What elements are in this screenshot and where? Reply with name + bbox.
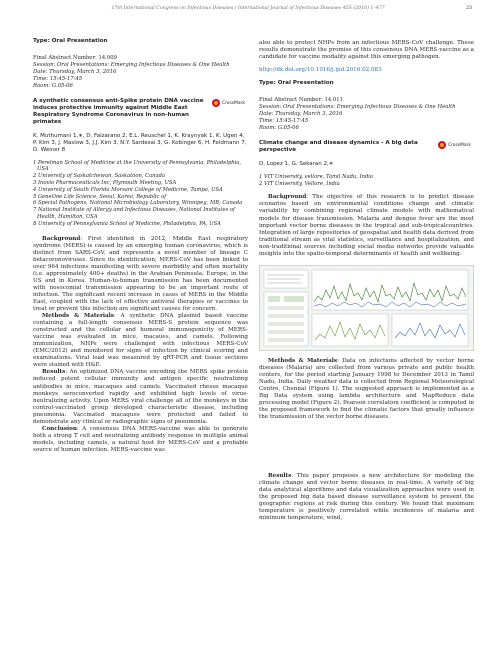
- results-paragraph: [259, 473, 474, 522]
- date: Date: Thursday, March 3, 2016: [33, 68, 117, 75]
- session: Session: Oral Presentations: Emerging Infectious Diseases & One Health: [33, 61, 230, 68]
- affiliations: [259, 174, 474, 188]
- author-list: D. Lopez 1, G. Sekaran 2,∗: [259, 160, 334, 167]
- presentation-type: Type: Oral Presentation: [33, 38, 108, 44]
- session: Session: Oral Presentations: Emerging Infectious Diseases & One Health: [259, 104, 456, 111]
- affiliations: [33, 160, 248, 228]
- title-text: A synthetic consensus anti-Spike protein DNA vaccine induces protective immunity against Middle East Respiratory Syndrome Coronavirus in non-human primates: [33, 97, 204, 125]
- journal-citation: 17th International Congress on Infectious Diseases / International Journal of Infectious Diseases 45S (2016) 1–477: [111, 6, 385, 11]
- affiliation: 5 GeneOne Life Science, Seoul, Korea, Republic of: [33, 193, 167, 200]
- abstract-title: [33, 98, 248, 126]
- crossmark-label: CrossMark: [448, 142, 471, 148]
- time: Time: 15:45-17:45: [33, 75, 83, 82]
- background-text: : First identified in 2012, Middle East respiratory syndrome (MERS) is caused by an emerging human coronavirus, which is distinct from SARS-CoV, and represents a novel member of lineage C betacoronoviruses. Since its identification, MERS-CoV has been linked to over 964 infections manifesting with severe morbidity and often mortality (i.e. approximately 400+ deaths) in the Arabian Peninsula, Europe, in the US and in Korea. Human-to-human transmission has been documented with nosocomial transmission appearing to be an important route of infection. The significant recent increase in cases of MERS in the Middle East, coupled with the lack of effective antiviral therapies or vaccines to treat or prevent this infection are significant causes for concern.: [33, 235, 248, 313]
- crossmark-label: CrossMark: [222, 100, 245, 106]
- results-paragraph: [33, 369, 248, 425]
- room: Room: G.05-06: [33, 82, 73, 89]
- date: Date: Thursday, March 3, 2016: [259, 111, 343, 118]
- abstract-title: [259, 140, 474, 154]
- figure-gap: [259, 421, 474, 473]
- abstract-meta: [33, 55, 248, 90]
- results-label: Results: [268, 473, 292, 480]
- background-label: Background: [268, 194, 307, 201]
- affiliation: 8 University of Pennsylvania School of Medicine, Philadelphia, PA, USA: [33, 220, 221, 227]
- crossmark-badge[interactable]: [438, 140, 474, 151]
- conclusion-text: : A consensus DNA MERS-vaccine was able to generate both a strong T cell and neutralizing antibody response in multiple animal models, including camels, a natural host for MERS-CoV and a probable source of human infection. MERS-vaccine was: [33, 425, 248, 453]
- affiliation: 1 VIT University, vellore, Tamil Nadu, India: [259, 173, 374, 180]
- doi-link[interactable]: http://dx.doi.org/10.1016/j.ijid.2016.02.083: [259, 67, 382, 74]
- methods-paragraph: [33, 313, 248, 369]
- results-text: : An optimized DNA vaccine encoding the MERS spike protein induced potent cellular immunity and antigen specific neutralizing antibodies in mice, macaques and camels. Vaccinated rhesus macaque monkeys seroconverted rapidly and exhibited high levels of virus-neutralizing activity. Upon MERS viral challenge all of the monkeys in the control-vaccinated group developed characteristic disease, including pneumonia. Vaccinated macaques were protected and failed to demonstrate any clinical or radiographic signs of pneumonia.: [33, 369, 248, 425]
- affiliation: 1 Perelman School of Medicine at the University of Pennsylvania, Philadelphia, USA: [33, 159, 242, 173]
- affiliation: 2 University of Saskatchewan, Saskatoon, Canada: [33, 173, 166, 180]
- affiliation: 2 VIT University, Vellore, India: [259, 180, 340, 187]
- abstract-meta: [259, 97, 474, 132]
- methods-paragraph: [259, 358, 474, 421]
- methods-text: : A synthetic DNA plasmid based vaccine containing a full-length consensus MERS-S protein sequence was constructed and the cellular and humoral immunogenicity of MERS-vaccine was evaluated in mice, macaues, and camels. Following immunization, NHPs were challenged with infectious MERS-CoV (EMC/2012) and monitored for signs of infection by clinical scoring and examinations. Viral load was measured by qRT-PCR and tissue sections were stained with H&E.: [33, 313, 248, 369]
- methods-text: : Data on infections affected by vector borne diseases (Malaria) are collected from various private and public health centers, for the period starting January 1998 to December 2013 in Tamil Nadu, India. Daily weather data is collected from Regional Meteorological Centre, Chennai (Figure 1). The suggested approach is implemented as a Big Data system using lambda architecture and MapReduce data processing model (Figure 2). Pearson correlation coefficient is computed in the proposed framework to find the climatic factors that greatly influence the transmission of the vector borne diseases.: [259, 357, 474, 421]
- page-number: 23: [466, 6, 472, 11]
- abstract-number: Final Abstract Number: 14.009: [33, 55, 117, 62]
- affiliation: 4 University of South Florida Morsani College of Medicine, Tampa, USA: [33, 186, 223, 193]
- methods-label: Methods & Materials: [42, 313, 114, 320]
- background-label: Background: [42, 235, 81, 242]
- left-column: [33, 38, 248, 454]
- time: Time: 15:45-17:45: [259, 117, 309, 124]
- room: Room: G.05-06: [259, 124, 299, 131]
- results-text: : This paper proposes a new architecture for modeling the climate change and vector borne diseases in real-time. A variety of big data analytical algorithms and data visualization approaches were used in the proposed big data based disease surveillance system to present the geographic regions at risk during this century. We found that maximum temperature is positively correlated while incidences of malaria and minimum temperature, wind,: [259, 473, 474, 522]
- crossmark-badge[interactable]: [212, 98, 248, 109]
- conclusion-label: Conclusion: [42, 425, 77, 432]
- background-text: : The objective of this research is to predict disease scenarios based on environmental conditions change and climatic variability by combining regional climate models with mathematical models for disease transmission. Malaria and dengue fever are the most important vector borne diseases in the tropical and sub-tropicalcountries. Integration of large repositories of geospatial and health data derived from traditional stream as vital statistics, surveillance and hospitalization, and non-traditional sources including social media networks provide valuable insights into the spatio-temporal determinants of health and wellbeing.: [259, 194, 474, 257]
- climate-disease-figure: [259, 265, 474, 351]
- running-head: [24, 6, 472, 16]
- right-column: [259, 40, 474, 523]
- background-paragraph: [259, 194, 474, 257]
- presentation-type: Type: Oral Presentation: [259, 80, 334, 87]
- methods-label: Methods & Materials: [268, 357, 338, 364]
- conclusion-paragraph: [33, 426, 248, 454]
- affiliation: 7 National Institute of Allergy and Infectious Diseases, National Institutes of Health, Hamilton, USA: [33, 207, 235, 220]
- figure-graphic: [260, 266, 473, 350]
- continuation-paragraph: also able to protect NHPs from an infectious MERS-CoV challenge. These results demonstrate the promise of this consensus DNA MERS-vaccine as a candidate for vaccine modality against this emerging pathogen.: [259, 40, 474, 61]
- author-list: K. Muthumani 1,∗, D. Falzarano 2, E.L. Reuschel 1, K. Kraynyak 1, K. Ugen 4, P. Kim 3, J. Maslow 3, J.J. Kim 3, N.Y. Sardesai 3, G. Kobinger 6, H. Feldmann 7, D. Weiner 8: [33, 132, 247, 153]
- results-label: Results: [42, 369, 66, 376]
- crossmark-icon: [438, 141, 446, 149]
- crossmark-icon: [212, 99, 220, 107]
- affiliation: 6 Special Pathogens, National Microbiology Laboratory, Winnipeg, MB, Canada: [33, 200, 243, 207]
- affiliation: 3 Inovio Pharmaceuticals Inc, Plymouth Meeting, USA: [33, 179, 177, 186]
- background-paragraph: [33, 236, 248, 314]
- abstract-number: Final Abstract Number: 14.011: [259, 97, 343, 104]
- title-text: Climate change and disease dynamics - A big data perspective: [259, 139, 418, 153]
